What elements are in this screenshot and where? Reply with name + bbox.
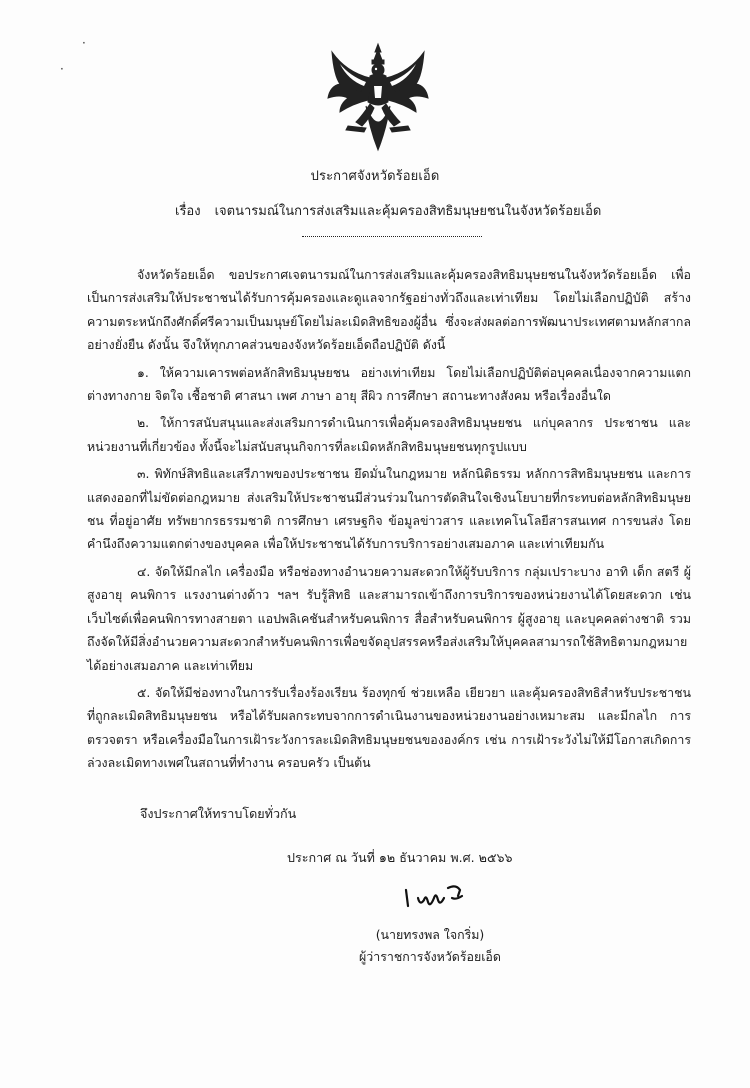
scan-mark: · <box>82 36 86 50</box>
intro-paragraph: จังหวัดร้อยเอ็ด ขอประกาศเจตนารมณ์ในการส่งเสริมและคุ้มครองสิทธิมนุษยชนในจังหวัดร้อยเอ็ด เพื่อเป็นการส่งเสริมให้ประชาชนได้รับการคุ้มครองและดูแลจากรัฐอย่างทั่วถึงและเท่าเทียม โดยไม่เลือกปฏิบัติ สร้างความตระหนักถึงศักดิ์ศรีความเป็นมนุษย์โดยไม่ละเมิดสิทธิของผู้อื่น ซึ่งจะส่งผลต่อการพัฒนาประเทศตามหลักสากลอย่างยั่งยืน ดังนั้น จึงให้ทุกภาคส่วนของจังหวัดร้อยเอ็ดถือปฏิบัติ ดังนี้ <box>87 267 691 353</box>
signer-title: ผู้ว่าราชการจังหวัดร้อยเอ็ด <box>359 949 501 964</box>
clause-2: ๒. ให้การสนับสนุนและส่งเสริมการดำเนินการเพื่อคุ้มครองสิทธิมนุษยชน แก่บุคลากร ประชาชน และหน่วยงานที่เกี่ยวข้อง ทั้งนี้จะไม่สนับสนุนกิจการที่ละเมิดหลักสิทธิมนุษยชนทุกรูปแบบ <box>87 415 691 454</box>
closing-announcement: จึงประกาศให้ทราบโดยทั่วกัน <box>140 806 297 821</box>
clause-4: ๔. จัดให้มีกลไก เครื่องมือ หรือช่องทางอำนวยความสะดวกให้ผู้รับบริการ กลุ่มเปราะบาง อาทิ เด็ก สตรี ผู้สูงอายุ คนพิการ แรงงานต่างด้าว ฯลฯ รับรู้สิทธิ และสามารถเข้าถึงการบริการของหน่วยงานได้โดยสะดวก เช่น เว็บไซต์เพื่อคนพิการทางสายตา แอปพลิเคชันสำหรับคนพิการ สื่อสำหรับคนพิการ ผู้สูงอายุ และบุคคลต่างชาติ รวมถึงจัดให้มีสิ่งอำนวยความสะดวกสำหรับคนพิการเพื่อขจัดอุปสรรคหรือส่งเสริมให้บุคคลสามารถใช้สิทธิตามกฎหมายได้อย่างเสมอภาค และเท่าเทียม <box>87 563 691 673</box>
document-body <box>87 263 691 779</box>
document-title: ประกาศจังหวัดร้อยเอ็ด <box>310 169 440 184</box>
garuda-emblem-icon <box>326 42 430 154</box>
signer-name: (นายทรงพล ใจกริ่ม) <box>375 927 485 942</box>
subject-text: เจตนารมณ์ในการส่งเสริมและคุ้มครองสิทธิมนุษยชนในจังหวัดร้อยเอ็ด <box>214 204 602 219</box>
divider <box>302 236 482 237</box>
scan-mark: · <box>60 62 64 76</box>
announcement-date: ประกาศ ณ วันที่ ๑๒ ธันวาคม พ.ศ. ๒๕๖๖ <box>287 850 513 865</box>
clause-1: ๑. ให้ความเคารพต่อหลักสิทธิมนุษยชน อย่างเท่าเทียม โดยไม่เลือกปฏิบัติต่อบุคคลเนื่องจากความแตกต่างทางกาย จิตใจ เชื้อชาติ ศาสนา เพศ ภาษา อายุ สีผิว การศึกษา สถานะทางสังคม หรือเรื่องอื่นใด <box>87 364 691 404</box>
clause-3: ๓. พิทักษ์สิทธิและเสรีภาพของประชาชน ยึดมั่นในกฎหมาย หลักนิติธรรม หลักการสิทธิมนุษยชน และการแสดงออกที่ไม่ขัดต่อกฎหมาย ส่งเสริมให้ประชาชนมีส่วนร่วมในการตัดสินใจเชิงนโยบายที่กระทบต่อหลักสิทธิมนุษยชน ที่อยู่อาศัย ทรัพยากรธรรมชาติ การศึกษา เศรษฐกิจ ข้อมูลข่าวสาร และเทคโนโลยีสารสนเทศ การขนส่ง โดยคำนึงถึงความแตกต่างของบุคคล เพื่อให้ประชาชนได้รับการบริการอย่างเสมอภาค และเท่าเทียมกัน <box>87 466 691 552</box>
subject-label: เรื่อง <box>175 204 201 219</box>
clause-5: ๕. จัดให้มีช่องทางในการรับเรื่องร้องเรียน ร้องทุกข์ ช่วยเหลือ เยียวยา และคุ้มครองสิทธิสำหรับประชาชนที่ถูกละเมิดสิทธิมนุษยชน หรือได้รับผลกระทบจากการดำเนินงานของหน่วยงานอย่างเหมาะสม และมีกลไก การตรวจตรา หรือเครื่องมือในการเฝ้าระวังการละเมิดสิทธิมนุษยชนขององค์กร เช่น การเฝ้าระวังไม่ให้มีโอกาสเกิดการล่วงละเมิดทางเพศในสถานที่ทำงาน ครอบครัว เป็นต้น <box>87 684 691 771</box>
subject-line <box>175 200 735 221</box>
signature-icon <box>400 880 470 914</box>
